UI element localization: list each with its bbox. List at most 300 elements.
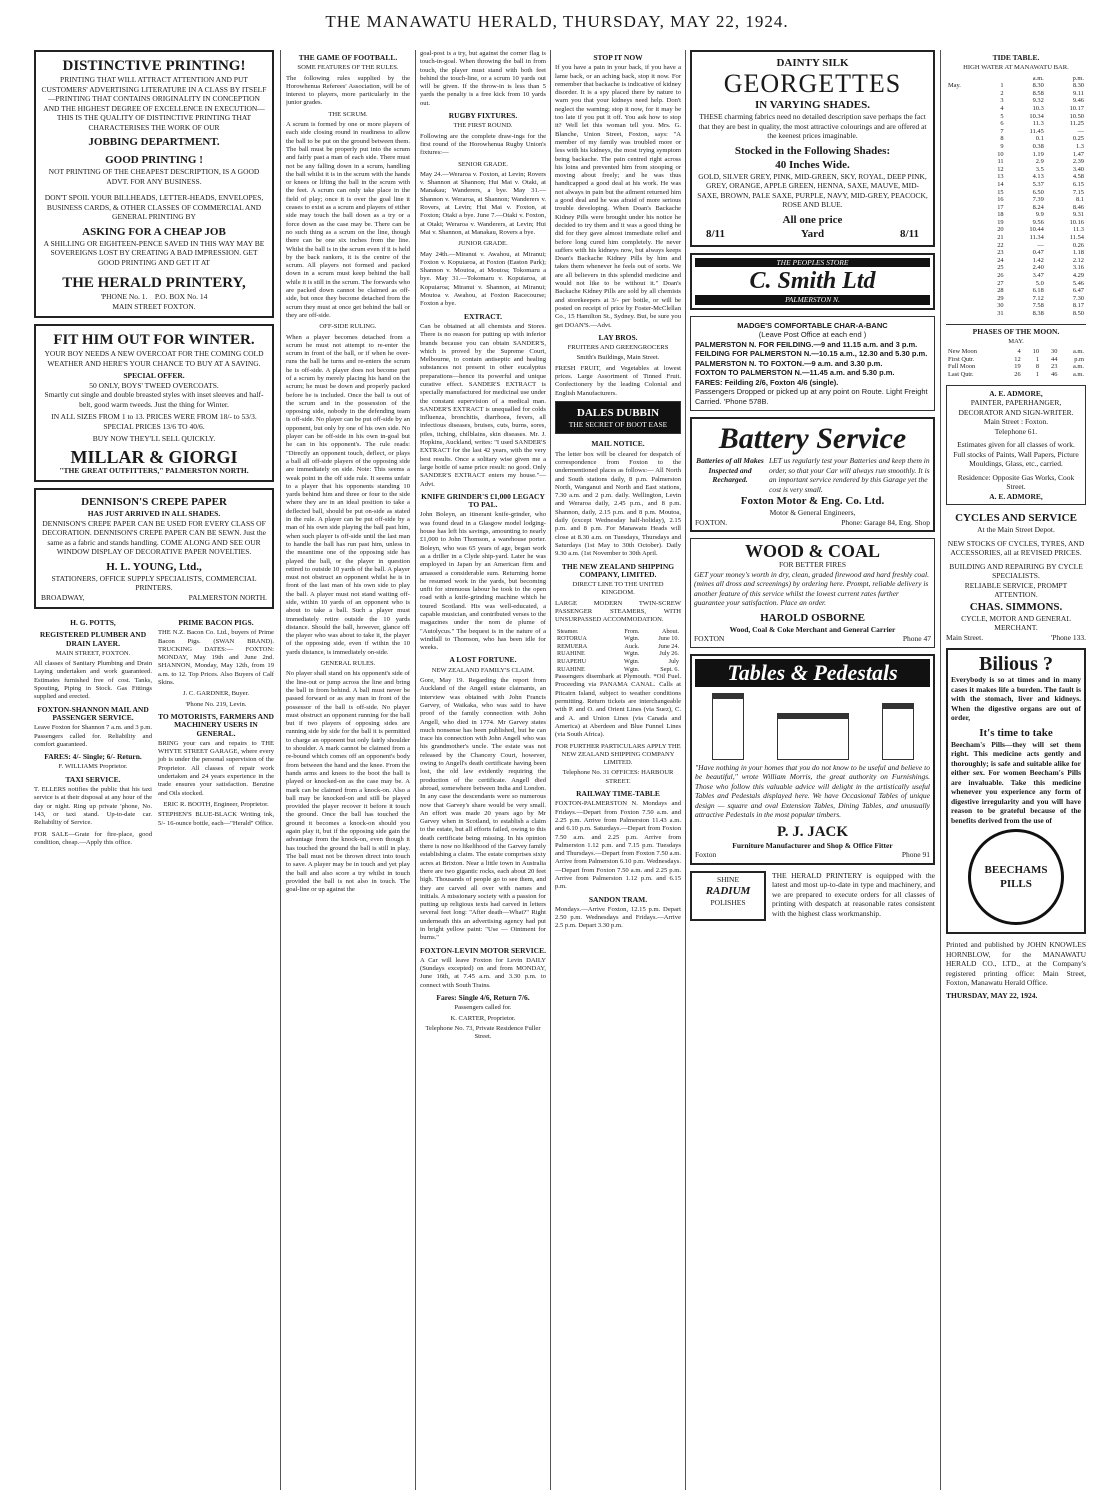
ship-from: Auck. — [624, 642, 640, 650]
junior-heading: JUNIOR GRADE. — [458, 240, 508, 248]
firm-name: A. E. ADMORE, — [989, 388, 1043, 398]
cycles-reliable: RELIABLE SERVICE, PROMPT ATTENTION. — [964, 580, 1068, 600]
left-subcolumn — [34, 615, 152, 850]
ships-header-row — [555, 628, 681, 636]
senior-heading: SENIOR GRADE. — [458, 160, 508, 168]
beechams-brand: BEECHAMS PILLS — [984, 864, 1048, 891]
tide-am: 4.13 — [1032, 173, 1044, 181]
fortune-subheading: NEW ZEALAND FAMILY'S CLAIM. — [431, 666, 535, 674]
tide-day: 9 — [1000, 142, 1004, 150]
phase-cell: Full Moon — [948, 363, 976, 371]
tide-row — [946, 211, 1086, 219]
tide-month — [946, 196, 983, 204]
tide-am: 9.56 — [1032, 218, 1044, 226]
firm-subtitle: "THE GREAT OUTFITTERS," PALMERSTON NORTH. — [59, 465, 249, 475]
dubbin-ad — [555, 401, 681, 435]
tide-pm: 9.11 — [1073, 89, 1084, 97]
fortune-text: Gore, May 19. Regarding the report from Auckland of the Angell estate claimants, an interview was obtained with John Francis Garvey, of Waikaka, who was said to have proof of the family connection with John Angell, who died in 1774. Mr Garvey states much nonsense has been published, but he can trace his connection with John Angell who was his grandmother's uncle. The estate was not released by the Chancery Court, however, owing to Angell's death certificate having been lost, the old law evidently requiring the production of the certificate. Angell died abroad, somewhere between India and London. In any case the descendants were so numerous now that Garvey's share would be very small. An effort was made 20 years ago by Mr Garvey when in Scotland, to establish a claim to the estate, but all efforts failed, owing to this death certificate being missing. In his opinion there is now no likelihood of the Garvey family establishing a claim. The estate comprises sixty acres at Brixton. Near a little town in Australia there are two gigantic rocks, each about 20 feet high. Thousands of people go to see them, and they are carved all over with names and initials. A missionary society with a passion for putting up religious texts had carved in letters several feet long: "After death—What?" Right underneath this an advertising agency had put in bright yellow paint: "Use — Ointment for burns." — [420, 677, 546, 942]
ships-col-head: About. — [661, 627, 679, 635]
firm-subtitle: Wood, Coal & Coke Merchant and General Carrier — [729, 624, 896, 634]
tide-month — [946, 302, 983, 310]
ad-subtitle: It's time to take — [979, 726, 1053, 739]
phase-row — [946, 363, 1086, 371]
tide-row — [946, 280, 1086, 288]
admore-ad — [946, 385, 1086, 506]
firm-subtitle: CYCLE, MOTOR AND GENERAL MERCHANT. — [961, 613, 1071, 633]
overcoat-description: Smartly cut single and double breasted styles with inset sleeves and half-belt, good warm tweeds. Just the thing for Winter. — [44, 390, 264, 409]
tide-month — [946, 105, 983, 113]
tide-month — [946, 120, 983, 128]
column-2 — [286, 50, 410, 1490]
tide-am: — — [1037, 241, 1044, 249]
firm-phone: Phone 91 — [901, 850, 930, 859]
firm-phone: Telephone 61. — [994, 426, 1038, 436]
tide-row — [946, 257, 1086, 265]
firm-subtitle: STATIONERS, OFFICE SUPPLY SPECIALISTS, COMMERCIAL PRINTERS. — [51, 573, 257, 592]
tide-col-head: a.m. — [1032, 74, 1044, 82]
tide-pm: 4.29 — [1072, 272, 1084, 280]
column-5 — [690, 50, 935, 1490]
tide-am: 1.42 — [1032, 256, 1044, 264]
colour-list: GOLD, SILVER GREY, PINK, MID-GREEN, SKY, ROYAL, DEEP PINK, GREY, ORANGE, APPLE GREEN, HENNA, SAXE, MAUVE, MID-SAXE, BROWN, PALE SAXE, PURPLE, NAVY, MID-GREY, PEACOCK, ROSE AND BLUE. — [697, 171, 928, 209]
firm-town: FOXTON. — [695, 517, 728, 527]
knife-heading: KNIFE GRINDER'S £1,000 LEGACY TO PAL. — [421, 491, 545, 510]
tide-month — [946, 181, 983, 189]
firm-name-repeat: A. E. ADMORE, — [989, 491, 1043, 501]
tide-pm: — — [1077, 127, 1084, 135]
masthead — [0, 0, 1114, 44]
tide-month — [946, 151, 983, 159]
masthead-title: THE MANAWATU HERALD, THURSDAY, MAY 22, 1924. — [325, 12, 789, 31]
ship-date: June 24. — [658, 642, 679, 650]
phase-cell: Last Qutr. — [948, 370, 974, 378]
tide-pm: 1.18 — [1072, 249, 1084, 257]
football-title: THE GAME OF FOOTBALL. — [298, 53, 398, 62]
tide-month — [946, 219, 983, 227]
tide-row — [946, 82, 1086, 90]
tide-row — [946, 234, 1086, 242]
phase-cell: 44 — [1051, 355, 1058, 363]
tide-pm: 5.46 — [1072, 279, 1084, 287]
tide-row — [946, 151, 1086, 159]
column-rule — [685, 50, 686, 1490]
ships-table — [555, 628, 681, 674]
column-3 — [420, 50, 546, 1490]
dubbin-tagline: THE SECRET OF BOOT EASE — [568, 419, 668, 429]
tide-row — [946, 226, 1086, 234]
offside-text: When a player becomes detached from a scrum he must not attempt to re-enter the scrum in front of the ball, or if when he over-runs the ball he turns and re-enters the scrum he is off-side. A player does not become part of a scrum by merely placing his hand on the scrum; he must be down and properly packed before he is included. Once the ball is out of the scrum and in the possession of the opposing side, nobody in the defending team is off-side. No player can be put off-side by an opponent, but only by one of his own side. No player can be off-side in his own in-goal but he can in his opponent's. The rule reads: "Directly an opponent touch, deflect, or plays a ball all off-side players of the opposing side are immediately on side. Note: This seems a weak point in the off side rule. It seems unfair to a player that his opponents standing 10 yards behind him and three or four to the side where they are in an ideal position to take a deflected ball, should be put on-side as stated in the rule. A player can be put off-side by a man of his own side playing the ball past him, when such player is off-side until the last man to handle the ball has run past him, unless in the meantime one of the opposing side has played the ball, or the player in question retired to outside 10 yards of the ball. A player must not obstruct an opponent whilst he is in front of the last man of his own side to play the ball. A player must not stand waiting off-side, within 10 yards of an opponent who is about to take a ball. Such a player must immediately retire outside the 10 yards distance. Should the ball, however, glance off the player who was about to take it, the player of the opposing side, even if within the 10 yards distance, is immediately on-side. — [286, 333, 410, 656]
ad-title: MADGE'S COMFORTABLE CHAR-A-BANC — [737, 320, 888, 330]
tide-month — [946, 257, 983, 265]
tide-am: 11.34 — [1029, 234, 1044, 242]
offside-heading: OFF-SIDE RULING. — [319, 323, 377, 331]
tide-row — [946, 166, 1086, 174]
ad-body: DENNISON'S CREPE PAPER CAN BE USED FOR EVERY CLASS OF DECORATION. DENNISON'S CREPE PAPER CAN BE SEWN. Just the same as a fabric and stands handling. COME ALONG AND SEE OUR WINDOW DISPLAY OF DECORATIVE PAPER NOVELTIES. — [41, 518, 266, 556]
ad-body: Everybody is so at times and in many cases it makes life a burden. The fault is with the stomach, liver and kidneys. When the digestive organs are out of order, — [951, 675, 1081, 723]
tide-day: 14 — [997, 180, 1004, 188]
firm-name: CHAS. SIMMONS. — [969, 600, 1063, 613]
tide-am: 11.45 — [1029, 127, 1044, 135]
herald-address: MAIN STREET FOXTON. — [112, 301, 196, 311]
tide-day: 2 — [1000, 89, 1004, 97]
tide-am: 6.18 — [1032, 287, 1044, 295]
tide-pm: 9.31 — [1072, 211, 1084, 219]
mail-text: The letter box will be cleared for despatch of correspondence from Foxton to the undermentioned places as follows:— All North and South stations daily, 8 p.m. Palmerston North, Wanganui and North and East stations, 7.30 a.m. and 2 p.m. daily. Wellington, Levin and Weraroa daily, 2.45 p.m., and 8 p.m. Shannon, daily, 2.15 p.m. and 8 p.m. Moutoa, daily (except Wednesday half-holiday), 2.15 p.m. and 8 p.m. For Manawatu Heads will close at 8.30 a.m. on Tuesdays, Thursdays and Saturdays (1st May to 30th October). Daily 9.30 a.m. (1st November to 30th April. — [555, 450, 681, 558]
tide-am: 2.9 — [1035, 158, 1044, 166]
table-row — [555, 658, 681, 666]
tide-day: 23 — [997, 249, 1004, 257]
ship-name: REMUERA — [557, 642, 588, 650]
levin-proprietor: K. CARTER, Proprietor. — [450, 1014, 516, 1022]
tide-pm: 11.3 — [1073, 226, 1084, 234]
tide-month — [946, 90, 983, 98]
tide-day: 12 — [997, 165, 1004, 173]
tide-row — [946, 105, 1086, 113]
tide-pm: 8.30 — [1072, 82, 1084, 90]
ad-headline: Tables & Pedestals — [695, 659, 930, 687]
tide-pm: 3.16 — [1072, 264, 1084, 272]
column-rule — [550, 50, 551, 1490]
levin-phone: Telephone No. 73, Private Residence Fuller Street. — [425, 1024, 541, 1041]
column-6 — [946, 50, 1086, 1490]
tide-month — [946, 242, 983, 250]
table-row — [555, 666, 681, 674]
tide-day: 20 — [997, 226, 1004, 234]
tide-month — [946, 143, 983, 151]
tide-row — [946, 249, 1086, 257]
tide-day: 25 — [997, 264, 1004, 272]
sandon-heading: SANDON TRAM. — [588, 894, 648, 904]
ship-date: July — [668, 657, 679, 665]
tide-month — [946, 189, 983, 197]
width-line: 40 Inches Wide. — [775, 158, 850, 171]
sandon-text: Mondays.—Arrive Foxton, 12.15 p.m. Depart 2.50 p.m. Wednesdays and Fridays.—Arrive 2.5 p.m. Depart 3.30 p.m. — [555, 905, 681, 930]
battery-left-text: Batteries of all Makes Inspected and Recharged. — [696, 456, 764, 484]
route-line: FOXTON TO PALMERSTON N.—11.45 a.m. and 5.30 p.m. — [695, 368, 895, 377]
ad-body: "Have nothing in your homes that you do not know to be useful and believe to be beautiful," wrote William Morris, the great authority on Furnishings. Those who follow this valuable advice will delight in the artistically useful Tables and Pedestals displayed here. We have Occasional Tables of unique design — square and oval Extension Tables, Dining Tables, and unusually attractive Pedestals in the most popular timbers. — [695, 762, 930, 819]
nzsc-apply: FOR FURTHER PARTICULARS APPLY THE NEW ZEALAND SHIPPING COMPANY LIMITED. — [555, 742, 681, 767]
tide-day: 7 — [1000, 127, 1004, 135]
fares-line: FARES: Feilding 2/6, Foxton 4/6 (single). — [695, 377, 839, 387]
tide-row — [946, 189, 1086, 197]
rugby-intro: Following are the complete draw-ings for the first round of the Horowhenua Rugby Union's fixtures:— — [420, 132, 546, 157]
firm-stocks: Full stocks of Paints, Wall Papers, Picture Mouldings, Glass, etc., carried. — [953, 449, 1079, 469]
route-line: PALMERSTON N. TO FOXTON.—9 a.m. and 3.30 p.m. — [695, 358, 883, 368]
radium-subtitle: POLISHES — [710, 898, 746, 907]
tide-pm: 7.15 — [1072, 188, 1084, 196]
railway-text: FOXTON-PALMERSTON N. Mondays and Fridays.—Depart from Foxton 7.50 a.m. and 2.25 p.m. Arrive from Palmerston 11.43 a.m. and 6.10 p.m. Saturdays.—Depart from Foxton 7.50 a.m. and 2.25 p.m. Arrive from Palmerston 1.12 p.m. and 7.15 p.m. Tuesdays and Thursdays.—Depart from Foxton 7.50 a.m. Arrive from Palmerston 6.10 p.m. Wednesdays.—Depart from Foxton 7.50 a.m. and 2.25 p.m. Arrive from Palmerston 1.12 p.m. and 6.15 p.m. — [555, 800, 681, 891]
tide-am: 7.58 — [1032, 302, 1044, 310]
firm-estimates: Estimates given for all classes of work. — [957, 440, 1075, 450]
tide-am: 8.24 — [1032, 203, 1044, 211]
tide-day: 5 — [1000, 112, 1004, 120]
beechams-ad — [946, 648, 1086, 934]
column-4 — [555, 50, 681, 1490]
phase-cell: 30 — [1051, 348, 1058, 356]
ad-subtitle: IN VARYING SHADES. — [754, 99, 871, 111]
tide-pm: 9.46 — [1072, 97, 1084, 105]
fortune-heading: A LOST FORTUNE. — [449, 655, 517, 665]
tide-day: 10 — [997, 150, 1004, 158]
tide-month — [946, 128, 983, 136]
tide-pm: 11.54 — [1069, 234, 1084, 242]
levin-call: Passengers called for. — [454, 1004, 512, 1012]
tide-day: 31 — [997, 310, 1004, 317]
bacon-phone: 'Phone No. 219, Levin. — [185, 700, 247, 708]
tide-row — [946, 173, 1086, 181]
ship-date: June 10. — [658, 635, 679, 643]
ad-title: DENNISON'S CREPE PAPER — [81, 496, 227, 508]
tide-month — [946, 211, 983, 219]
tide-row — [946, 272, 1086, 280]
radium-shine: SHINE — [716, 874, 740, 884]
tide-day: 13 — [997, 173, 1004, 181]
smith-name: C. Smith Ltd — [749, 268, 876, 294]
tide-row — [946, 242, 1086, 250]
smith-tagline: THE PEOPLES STORE — [695, 258, 930, 268]
football-subtitle: SOME FEATURES OF THE RULES. — [297, 64, 399, 72]
phase-row — [946, 348, 1086, 356]
route-line: PALMERSTON N. FOR FEILDING.—9 and 11.15 a.m. and 3 p.m. — [695, 339, 918, 349]
ship-from: Wgtn. — [624, 635, 640, 643]
tide-month: May. — [948, 82, 961, 90]
tide-month — [946, 135, 983, 143]
mail-heading: MAIL NOTICE. — [591, 439, 645, 449]
tide-day: 15 — [997, 188, 1004, 196]
ad-body: PRINTING THAT WILL ATTRACT ATTENTION AND PUT CUSTOMERS' ADVERTISING LITERATURE IN A CLASS BY ITSELF—PRINTING THAT CONTAINS ORIGINALITY IN CONCEPTION AND THE HIGHEST DEGREE OF EXCELLENCE IN EXECUTION—THIS IS THE QUALITY OF DISTINCTIVE PRINTING THAT CHARACTERISES THE WORK OF OUR — [41, 75, 267, 132]
bacon-body: THE N.Z. Bacon Co. Ltd., buyers of Prime Bacon Pigs. (SWAN BRAND). TRUCKING DATES:— FOXTON: MONDAY, May 19th and June 2nd. SHANNON, Monday, May 12th, from 19 a.m. to 12. Top Prices. Also Buyers of Calf Skins. — [158, 629, 274, 687]
phase-cell: 46 — [1051, 370, 1058, 378]
tide-pm: 10.50 — [1069, 112, 1084, 120]
phase-row — [946, 371, 1086, 379]
tide-am: 10.34 — [1029, 112, 1044, 120]
junior-fixtures: May 24th.—Miranui v. Awahou, at Miranui; Foxton v. Kopuiaroa, at Foxton (Easton Park); Shannon v. Moutoa, at Moutoa; Tokomaru a bye. May 31.—Tokomaru v. Kopuiaroa, at Kopuiaroa; Miranui v. Shannon, at Miranui; Moutoa v. Awahou, at Foxton Racecourse; Foxton a bye. — [420, 250, 546, 308]
ship-date: July 26. — [659, 650, 679, 658]
phase-cell: 1 — [1035, 370, 1040, 378]
senior-fixtures: May 24.—Weraroa v. Foxton, at Levin; Rovers v. Shannon at Shannon; Hui Mai v. Otaki, at Manakau; Wanderers, a bye. May 31.—Shannon v. Weraroa, at Shannon; Wanderers v. Rovers, at Levin; Hui Mai v. Foxton, at Foxton; Otaki a bye. June 7.—Otaki v. Foxton, at Otaki; Weraroa v. Wanderers, at Levin; Hui Mai v. Shannon, at Manakau, Rovers a bye. — [420, 170, 546, 236]
tide-day: 8 — [1000, 135, 1004, 143]
potts-title: REGISTERED PLUMBER AND DRAIN LAYER. — [39, 630, 147, 648]
tide-pm: 8.46 — [1072, 203, 1084, 211]
tide-am: 0.38 — [1032, 142, 1044, 150]
tide-month — [946, 97, 983, 105]
column-rule — [280, 50, 281, 1490]
tide-row — [946, 204, 1086, 212]
firm-phone: 'Phone 133. — [1050, 632, 1086, 642]
tide-month — [946, 234, 983, 242]
tide-col-head: p.m. — [1072, 74, 1084, 82]
nzsc-telephone: Telephone No. 31 OFFICES: HARBOUR STREET. — [562, 769, 674, 785]
right-subcolumn — [158, 615, 274, 850]
tide-row — [946, 128, 1086, 136]
tide-am: 8.38 — [1032, 310, 1044, 317]
bacon-buyer: J. C. GARDNER, Buyer. — [182, 690, 250, 698]
tide-row — [946, 264, 1086, 272]
char-a-banc-ad — [690, 316, 935, 412]
tide-pm: 6.15 — [1072, 180, 1084, 188]
tide-pm: 1.3 — [1076, 142, 1084, 150]
phase-cell: 1 — [1035, 355, 1040, 363]
firm-town: PALMERSTON NORTH. — [188, 592, 267, 602]
tide-day: 30 — [997, 302, 1004, 310]
tide-am: 3.5 — [1035, 165, 1044, 173]
ad-title: DAINTY SILK — [776, 57, 849, 69]
ad-subtitle: At the Main Street Depot. — [977, 525, 1055, 535]
battery-right-text: LET us regularly test your Batteries and keep them in order, so that your Car will always run smoothly. It is an important service rendered by this Garage yet the cost is very small. — [769, 456, 930, 494]
boys-overcoats: 50 ONLY, BOYS' TWEED OVERCOATS. — [89, 380, 219, 390]
herald-phone: 'PHONE No. 1. — [100, 292, 148, 301]
tide-row — [946, 135, 1086, 143]
phase-cell: a.m. — [1072, 370, 1084, 378]
tide-day: 22 — [997, 241, 1004, 249]
tide-month — [946, 310, 983, 318]
firm-name: HAROLD OSBORNE — [760, 611, 865, 624]
phase-cell: 26 — [1014, 370, 1021, 378]
cycles-stocks: NEW STOCKS OF CYCLES, TYRES, AND ACCESSORIES, all at REVISED PRICES. — [947, 538, 1085, 558]
nzsc-line: DIRECT LINE TO THE UNITED KINGDOM. — [572, 581, 664, 597]
tide-row — [946, 310, 1086, 318]
tide-day: 16 — [997, 196, 1004, 204]
ships-col-head: Steamer. — [557, 627, 579, 635]
tide-am: 8.58 — [1032, 89, 1044, 97]
tide-am: 11.3 — [1032, 120, 1044, 128]
lay-bros-subheading: FRUITERS AND GREENGROCERS — [567, 344, 669, 352]
ink-notice: STEPHEN'S BLUE-BLACK Writing ink, 5/- 16-ounce bottle, each—"Herald" Office. — [158, 811, 274, 827]
furniture-illustration — [695, 690, 930, 760]
tide-month — [946, 280, 983, 288]
ad-title: Bilious ? — [979, 653, 1053, 676]
ad-headline: Battery Service — [718, 422, 907, 455]
tide-am: 6.50 — [1032, 188, 1044, 196]
tide-pm: 7.30 — [1072, 294, 1084, 302]
tide-pm: 8.50 — [1072, 310, 1084, 317]
tide-am: 9.32 — [1032, 97, 1044, 105]
bacon-title: PRIME BACON PIGS. — [178, 618, 254, 627]
tide-day: 29 — [997, 294, 1004, 302]
radium-polish-ad — [690, 871, 766, 922]
firm-name: MILLAR & GIORGI — [70, 446, 238, 467]
extract-heading: EXTRACT. — [464, 311, 502, 321]
tide-pm: 8.1 — [1076, 196, 1084, 204]
stocked-line: Stocked in the Following Shades: — [734, 144, 891, 157]
taxi-body: T. ELLERS notifies the public that his taxi service is at their disposal at any hour of the day or night. Ring up private 'phone, No. 143, or taxi stand. Up-to-date car. Reliability of Service. — [34, 786, 152, 827]
dont-spoil-body: DON'T SPOIL YOUR BILLHEADS, LETTER-HEADS, ENVELOPES, BUSINESS CARDS, & OTHER CLASSES OF COMMERCIAL AND GENERAL PRINTING BY — [44, 193, 264, 221]
phases-month: MAY. — [1008, 337, 1024, 345]
tide-am: 0.1 — [1035, 135, 1044, 143]
railway-heading: RAILWAY TIME-TABLE — [576, 789, 660, 799]
tide-pm: 0.26 — [1072, 241, 1084, 249]
phase-cell: a.m. — [1072, 348, 1084, 356]
phases-table — [946, 348, 1086, 378]
tide-day: 26 — [997, 272, 1004, 280]
ship-name: ROTORUA — [557, 635, 587, 643]
ships-col-head: From. — [624, 627, 640, 635]
tide-am: 8.30 — [1032, 82, 1044, 90]
tide-row — [946, 181, 1086, 189]
extract-text: Can be obtained at all chemists and Stores. There is no reason for putting up with inferior brands because you can obtain SANDER'S, which is proved by the Supreme Court, Melbourne, to contain antiseptic and healing substances not present in other eucalyptus preparations—hence its powerful and unique curative effect. SANDER'S EXTRACT is specially manufactured for medicinal use under the constant supervision of a medical man. SANDER'S EXTRACT is unequalled for colds influenza, bronchitis, diarrhoea, fevers, all infectious diseases, bruises, cuts, burns, sores, piles, itching, chilblains, skin diseases. Mr. J. Hopkins, Auckland, writes: "I used SANDER'S EXTRACT for the last 42 years, with the very best results. Once a solitary wise given me a large bottle of same price result: no good. Only SANDER'S EXTRACT enters my house."—Advt. — [420, 322, 546, 488]
tide-am: 10.3 — [1032, 104, 1044, 112]
tide-month — [946, 264, 983, 272]
ad-headline: GEORGETTES — [723, 69, 902, 98]
firm-street: BROADWAY, — [41, 592, 85, 602]
ship-from: Wgtn. — [624, 665, 640, 673]
tide-pm: 4.58 — [1072, 173, 1084, 181]
ship-from: Wgtn. — [624, 657, 640, 665]
tide-row — [946, 97, 1086, 105]
firm-name: Foxton Motor & Eng. Co. Ltd. — [740, 495, 885, 507]
firm-trade: PAINTER, PAPERHANGER, DECORATOR AND SIGN-WRITER. — [958, 398, 1074, 417]
beechams-logo — [968, 829, 1064, 925]
phase-row — [946, 356, 1086, 364]
tide-day: 19 — [997, 218, 1004, 226]
tide-am: 9.9 — [1035, 211, 1044, 219]
smith-logo-ad — [690, 253, 935, 310]
tide-heading: TIDE TABLE. — [992, 53, 1040, 62]
firm-street: Main Street. — [946, 632, 984, 642]
price-unit: Yard — [800, 227, 825, 240]
garage-body: BRING your cars and repairs to THE WHYTE STREET GARAGE, where every job is under the personal supervision of the Proprietor. All classes of repair work undertaken and 24 years experience in the trade ensures your satisfaction. Benzine and Oils stocked. — [158, 739, 274, 797]
garage-title: TO MOTORISTS, FARMERS AND MACHINERY USERS IN GENERAL. — [158, 711, 274, 738]
phase-cell: 10 — [1032, 348, 1040, 356]
table-row — [555, 635, 681, 643]
phase-cell: 4 — [1017, 348, 1021, 356]
phase-cell: New Moon — [948, 348, 977, 356]
tide-pm: 8.17 — [1072, 302, 1084, 310]
tide-pm: 6.47 — [1072, 287, 1084, 295]
ad-title: DISTINCTIVE PRINTING! — [62, 58, 246, 74]
taxi-title: TAXI SERVICE. — [65, 774, 121, 784]
shannon-service-title: FOXTON-SHANNON MAIL AND PASSENGER SERVICE. — [37, 704, 149, 722]
georgettes-ad — [690, 50, 935, 247]
nzsc-notes: Passengers disembark at Plymouth. *Oil Fuel. Proceeding via PANAMA CANAL. Calls at Pitcairn Island, subject to weather conditions permitting. Return tickets are interchangeable with P. and O. and Orient Lines (via Suez), C. and A. and Union Lines (via Canada and America) at Aberdeen and Blue Funnel Lines (via South Africa). — [555, 673, 681, 739]
levin-fares: Fares: Single 4/6, Return 7/6. — [436, 993, 530, 1003]
price-heading: All one price — [782, 213, 843, 226]
rugby-subtitle: THE FIRST ROUND. — [453, 122, 513, 130]
good-printing-body: NOT PRINTING OF THE CHEAPEST DESCRIPTION, IS A GOOD ADVT. FOR ANY BUSINESS. — [48, 167, 260, 186]
phases-heading: PHASES OF THE MOON. — [946, 324, 1086, 336]
column-rule — [940, 50, 941, 1490]
tide-month — [946, 166, 983, 174]
imprint: Printed and published by JOHN KNOWLES HORNBLOW, for the MANAWATU HERALD CO., LTD., at the Company's registered printing office: Main Street, Foxton, Manawatu Herald Office. — [946, 940, 1086, 988]
tide-am: 10.44 — [1029, 226, 1044, 234]
crepe-paper-ad — [34, 488, 274, 609]
firm-town: Foxton — [695, 850, 717, 859]
tide-pm: 11.25 — [1069, 120, 1084, 128]
phase-cell: 19 — [1014, 363, 1021, 371]
scrum-text: A scrum is formed by one or more players of each side closing round in readiness to allow the ball to be put on the ground between them. The ball must be properly put into the scrum and fairly past a man of each side. There must not be any falling down in a scrum, handling the ball whilst it is in the scrum with the hands or knees or lifting the ball in the scrum with the feet. A scrum can only take place in the field of play; once it is over the goal line it ceases to exist as a scrum and players of either side may touch the ball down as a try or a force down as the case may be. There can be no such thing as a scrum on the line, though there can be one six inches from the line. Whilst the ball is in the scrum even if it is held by the back rankers, it is the centre of the scrum. All players not formed and packed down in a scrum must keep behind the ball while it is still in the scrum. The forwards who are packed down cannot be claimed as off-side, but once they become detached from the scrum they must at once get behind the ball or they are off-side. — [286, 121, 410, 319]
phase-cell: 8 — [1035, 363, 1040, 371]
good-printing-title: GOOD PRINTING ! — [105, 154, 203, 166]
tide-month — [946, 249, 983, 257]
tide-am: 2.40 — [1032, 264, 1044, 272]
herald-po-box: P.O. BOX No. 14 — [154, 292, 208, 301]
buy-now: BUY NOW THEY'LL SELL QUICKLY. — [92, 434, 216, 443]
table-row — [555, 643, 681, 651]
ad-title: CYCLES AND SERVICE — [955, 512, 1077, 525]
dubbin-brand: DALES DUBBIN — [576, 406, 660, 419]
firm-phone: Phone: Garage 84, Eng. Shop — [841, 517, 930, 527]
for-sale-notice: FOR SALE—Grate for fire-place, good condition, cheap.—Apply this office. — [34, 830, 152, 846]
firm-phone: Phone 47 — [902, 634, 931, 643]
lay-bros-heading: LAY BROS. — [598, 332, 638, 342]
tide-pm: 0.25 — [1072, 135, 1084, 143]
smith-town: PALMERSTON N. — [695, 295, 930, 305]
general-rules-heading: GENERAL RULES. — [320, 660, 376, 668]
general-rules-text: No player shall stand on his opponent's side of the line-out or jump across the line and bring the ball in from behind. A ball must never be passed forward or as any man in front of the possessor of the ball is off-side. No player must obstruct an opponent running for the ball but if two players of opposing sides are running side by side for the ball it is permitted to charge an opponent but only fairly shoulder to shoulder. A mark cannot be claimed from a re-bound which comes off an opponent's body from between the hand and the knee. From the hands arms and knees to the boot the ball is played or knocked-on as the case may be. A mark can be claimed from a knock-on. Also a ball may be knocked-on and still be played provided the player recover it before it touch the ground. Once the ball has touched the ground it becomes a knock-on should you again play it, but if the opposing side gain the advantage from the knock-on, even though it has touched the ground the ball is still in play. The ball must not be thrown direct into touch to save. A player may be in touch and yet play the ball and also score a try whilst in touch provided the ball is not also in touch. The goal-line or up against the — [286, 670, 410, 894]
firm-name: H. L. YOUNG, Ltd., — [106, 560, 202, 573]
ship-from: Wgtn. — [624, 650, 640, 658]
route-line: FEILDING FOR PALMERSTON N.—10.15 a.m., 12.30 and 5.30 p.m. — [695, 349, 928, 358]
